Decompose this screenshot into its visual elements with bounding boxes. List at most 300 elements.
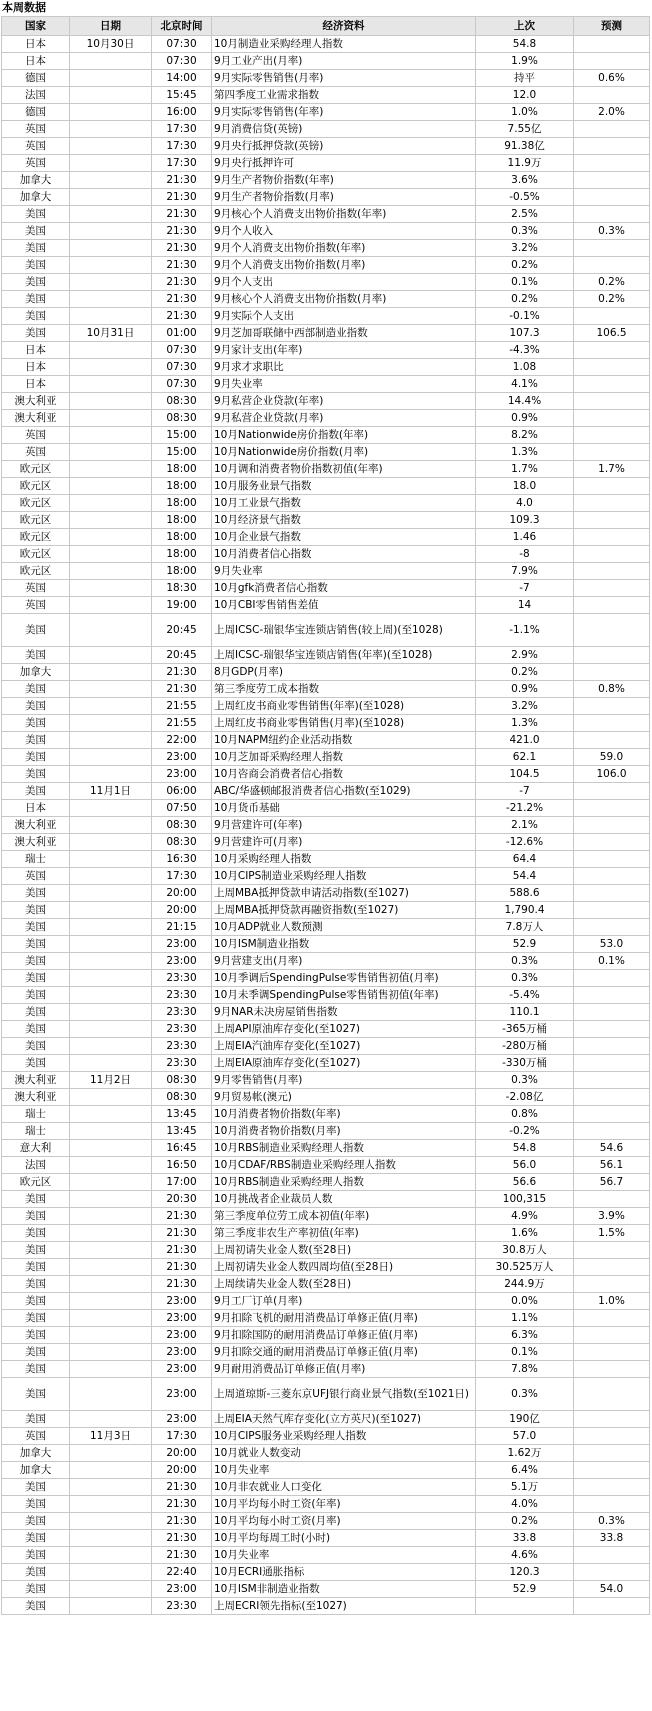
cell-previous: -4.3% [476,342,574,359]
cell-previous: 109.3 [476,512,574,529]
cell-event: 10月CIPS服务业采购经理人指数 [212,1428,476,1445]
cell-country: 英国 [2,868,70,885]
cell-time: 20:45 [152,614,212,647]
cell-previous: 54.4 [476,868,574,885]
cell-event: 10月制造业采购经理人指数 [212,36,476,53]
cell-time: 17:30 [152,868,212,885]
cell-date [70,1462,152,1479]
cell-event: 9月生产者物价指数(年率) [212,172,476,189]
cell-country: 美国 [2,1208,70,1225]
table-row [2,155,650,172]
cell-date [70,87,152,104]
cell-country: 英国 [2,138,70,155]
cell-forecast [574,546,650,563]
table-row [2,461,650,478]
cell-event: 10月平均每周工时(小时) [212,1530,476,1547]
cell-event: 10月采购经理人指数 [212,851,476,868]
header-country: 国家 [2,17,70,36]
cell-previous: 4.0 [476,495,574,512]
cell-country: 瑞士 [2,851,70,868]
cell-forecast [574,1123,650,1140]
cell-event: 10月挑战者企业裁员人数 [212,1191,476,1208]
cell-event: 上周续请失业金人数(至28日) [212,1276,476,1293]
cell-previous: 57.0 [476,1428,574,1445]
cell-date [70,240,152,257]
cell-time: 21:30 [152,664,212,681]
cell-event: 10月服务业景气指数 [212,478,476,495]
cell-previous: -2.08亿 [476,1089,574,1106]
cell-event: 10月Nationwide房价指数(年率) [212,427,476,444]
cell-previous: 0.8% [476,1106,574,1123]
cell-event: 第三季度单位劳工成本初值(年率) [212,1208,476,1225]
cell-time: 23:00 [152,936,212,953]
cell-time: 21:30 [152,1479,212,1496]
cell-event: 9月扣除交通的耐用消费品订单修正值(月率) [212,1344,476,1361]
cell-time: 17:30 [152,1428,212,1445]
cell-forecast [574,427,650,444]
table-row [2,1123,650,1140]
table-row [2,1072,650,1089]
cell-date [70,1378,152,1411]
cell-previous: 0.1% [476,274,574,291]
cell-previous: 12.0 [476,87,574,104]
cell-date [70,1513,152,1530]
cell-date [70,53,152,70]
cell-event: 10月ADP就业人数预测 [212,919,476,936]
cell-country: 美国 [2,1310,70,1327]
cell-date [70,1581,152,1598]
cell-forecast [574,1564,650,1581]
cell-forecast: 0.1% [574,953,650,970]
cell-country: 欧元区 [2,461,70,478]
cell-time: 08:30 [152,817,212,834]
cell-forecast [574,478,650,495]
cell-time: 21:30 [152,1242,212,1259]
cell-event: 9月个人收入 [212,223,476,240]
cell-previous: 120.3 [476,1564,574,1581]
cell-country: 美国 [2,614,70,647]
cell-date [70,546,152,563]
cell-country: 美国 [2,1276,70,1293]
cell-date [70,647,152,664]
cell-time: 19:00 [152,597,212,614]
cell-country: 法国 [2,1157,70,1174]
table-row [2,783,650,800]
table-row [2,427,650,444]
cell-time: 16:00 [152,104,212,121]
cell-event: 10月ISM制造业指数 [212,936,476,953]
cell-time: 18:00 [152,563,212,580]
cell-event: 10月季调后SpendingPulse零售销售初值(月率) [212,970,476,987]
cell-time: 21:30 [152,681,212,698]
cell-forecast: 1.5% [574,1225,650,1242]
cell-forecast [574,1378,650,1411]
cell-forecast: 3.9% [574,1208,650,1225]
cell-country: 美国 [2,902,70,919]
cell-event: 上周红皮书商业零售销售(月率)(至1028) [212,715,476,732]
cell-forecast: 0.8% [574,681,650,698]
cell-previous: 4.9% [476,1208,574,1225]
cell-time: 01:00 [152,325,212,342]
cell-time: 23:30 [152,1038,212,1055]
cell-time: 23:00 [152,953,212,970]
cell-time: 08:30 [152,1072,212,1089]
cell-forecast [574,1411,650,1428]
cell-previous: 1.46 [476,529,574,546]
cell-previous: 54.8 [476,36,574,53]
cell-previous: 1.08 [476,359,574,376]
cell-forecast [574,800,650,817]
cell-date [70,1225,152,1242]
cell-event: 9月NAR未决房屋销售指数 [212,1004,476,1021]
table-row [2,614,650,647]
table-row [2,376,650,393]
cell-date [70,1445,152,1462]
cell-event: 10月CBI零售销售差值 [212,597,476,614]
cell-country: 美国 [2,206,70,223]
cell-event: 10月货币基础 [212,800,476,817]
cell-date [70,1140,152,1157]
table-row [2,1547,650,1564]
cell-time: 23:30 [152,1598,212,1615]
cell-date [70,1242,152,1259]
cell-date [70,444,152,461]
cell-time: 08:30 [152,1089,212,1106]
cell-forecast [574,342,650,359]
cell-previous: 0.1% [476,1344,574,1361]
cell-country: 美国 [2,970,70,987]
header-time: 北京时间 [152,17,212,36]
cell-time: 23:30 [152,987,212,1004]
cell-previous: 7.55亿 [476,121,574,138]
table-row [2,868,650,885]
cell-previous: 104.5 [476,766,574,783]
cell-time: 21:30 [152,291,212,308]
table-row [2,1530,650,1547]
cell-date [70,1564,152,1581]
cell-event: 上周EIA天然气库存变化(立方英尺)(至1027) [212,1411,476,1428]
cell-previous: 0.3% [476,953,574,970]
cell-country: 美国 [2,1293,70,1310]
cell-event: 10月NAPM纽约企业活动指数 [212,732,476,749]
table-row [2,1479,650,1496]
cell-previous: 0.3% [476,223,574,240]
cell-date [70,681,152,698]
cell-forecast [574,783,650,800]
cell-time: 14:00 [152,70,212,87]
table-row [2,325,650,342]
cell-previous: 107.3 [476,325,574,342]
cell-time: 08:30 [152,393,212,410]
cell-date [70,1361,152,1378]
cell-time: 20:00 [152,1445,212,1462]
cell-event: 9月私营企业贷款(年率) [212,393,476,410]
table-row [2,851,650,868]
cell-country: 欧元区 [2,1174,70,1191]
table-row [2,87,650,104]
cell-previous: -7 [476,783,574,800]
cell-date [70,223,152,240]
cell-event: 10月失业率 [212,1547,476,1564]
page-title: 本周数据 [2,1,46,14]
cell-date [70,70,152,87]
cell-forecast: 1.7% [574,461,650,478]
cell-country: 欧元区 [2,512,70,529]
cell-event: 9月失业率 [212,376,476,393]
cell-time: 23:00 [152,1344,212,1361]
cell-forecast [574,1428,650,1445]
cell-previous: 11.9万 [476,155,574,172]
cell-country: 美国 [2,936,70,953]
cell-country: 澳大利亚 [2,834,70,851]
cell-time: 21:30 [152,189,212,206]
cell-country: 美国 [2,240,70,257]
cell-forecast [574,257,650,274]
cell-previous: 0.9% [476,681,574,698]
cell-event: 9月零售销售(月率) [212,1072,476,1089]
cell-country: 美国 [2,1530,70,1547]
cell-country: 欧元区 [2,563,70,580]
cell-previous: 56.6 [476,1174,574,1191]
cell-country: 美国 [2,698,70,715]
cell-previous: 244.9万 [476,1276,574,1293]
cell-date: 10月31日 [70,325,152,342]
table-row [2,257,650,274]
cell-date [70,376,152,393]
cell-previous: 6.3% [476,1327,574,1344]
cell-date [70,851,152,868]
cell-date [70,597,152,614]
cell-time: 13:45 [152,1106,212,1123]
cell-previous: 91.38亿 [476,138,574,155]
cell-forecast [574,155,650,172]
cell-time: 18:00 [152,529,212,546]
cell-date [70,1496,152,1513]
cell-forecast [574,919,650,936]
table-row [2,953,650,970]
cell-country: 美国 [2,1479,70,1496]
cell-forecast [574,53,650,70]
cell-time: 23:00 [152,1411,212,1428]
table-row [2,1428,650,1445]
cell-date [70,1004,152,1021]
cell-country: 美国 [2,715,70,732]
table-row [2,495,650,512]
cell-previous: 1.3% [476,715,574,732]
cell-forecast [574,376,650,393]
table-row [2,291,650,308]
table-row [2,766,650,783]
table-row [2,1598,650,1615]
economic-calendar-table [1,16,650,1615]
cell-forecast [574,1361,650,1378]
cell-country: 美国 [2,919,70,936]
cell-date [70,1276,152,1293]
cell-previous: -0.2% [476,1123,574,1140]
cell-time: 23:30 [152,1055,212,1072]
cell-country: 英国 [2,155,70,172]
cell-time: 23:30 [152,1004,212,1021]
cell-event: 10月Nationwide房价指数(月率) [212,444,476,461]
cell-event: 上周道琼斯-三菱东京UFJ银行商业景气指数(至1021日) [212,1378,476,1411]
cell-country: 美国 [2,1055,70,1072]
cell-date [70,987,152,1004]
cell-forecast [574,206,650,223]
cell-previous: 3.2% [476,240,574,257]
header-previous: 上次 [476,17,574,36]
cell-forecast [574,1259,650,1276]
table-row [2,240,650,257]
cell-previous: 2.1% [476,817,574,834]
cell-country: 美国 [2,291,70,308]
cell-time: 07:50 [152,800,212,817]
cell-forecast: 0.2% [574,274,650,291]
cell-forecast: 56.1 [574,1157,650,1174]
cell-previous: 33.8 [476,1530,574,1547]
cell-previous: 52.9 [476,936,574,953]
cell-previous: 持平 [476,70,574,87]
cell-country: 日本 [2,359,70,376]
cell-date [70,732,152,749]
cell-previous: 4.0% [476,1496,574,1513]
table-row [2,359,650,376]
cell-country: 意大利 [2,1140,70,1157]
cell-date: 10月30日 [70,36,152,53]
cell-date [70,410,152,427]
table-row [2,1496,650,1513]
cell-time: 21:30 [152,206,212,223]
cell-forecast [574,359,650,376]
cell-time: 23:00 [152,1293,212,1310]
cell-time: 20:00 [152,1462,212,1479]
cell-date [70,1106,152,1123]
table-row [2,512,650,529]
cell-time: 21:55 [152,698,212,715]
cell-date [70,274,152,291]
cell-previous: 7.8万人 [476,919,574,936]
table-row [2,1259,650,1276]
cell-country: 法国 [2,87,70,104]
cell-previous: -365万桶 [476,1021,574,1038]
cell-previous: -1.1% [476,614,574,647]
cell-date [70,817,152,834]
cell-forecast [574,1496,650,1513]
cell-event: 9月扣除国防的耐用消费品订单修正值(月率) [212,1327,476,1344]
cell-forecast: 0.3% [574,1513,650,1530]
cell-time: 23:30 [152,1021,212,1038]
cell-forecast [574,1327,650,1344]
cell-forecast: 0.3% [574,223,650,240]
cell-country: 美国 [2,732,70,749]
cell-date [70,1021,152,1038]
cell-previous: -280万桶 [476,1038,574,1055]
cell-date: 11月3日 [70,1428,152,1445]
cell-country: 德国 [2,104,70,121]
cell-event: 8月GDP(月率) [212,664,476,681]
cell-event: 9月贸易帐(澳元) [212,1089,476,1106]
cell-forecast: 1.0% [574,1293,650,1310]
cell-previous: 54.8 [476,1140,574,1157]
table-row [2,919,650,936]
cell-time: 21:30 [152,1208,212,1225]
cell-country: 英国 [2,580,70,597]
cell-country: 美国 [2,1547,70,1564]
cell-forecast: 54.6 [574,1140,650,1157]
cell-time: 16:50 [152,1157,212,1174]
cell-time: 18:30 [152,580,212,597]
table-row [2,817,650,834]
cell-previous: 1.3% [476,444,574,461]
cell-time: 23:30 [152,970,212,987]
cell-previous: -0.1% [476,308,574,325]
cell-event: 上周EIA汽油库存变化(至1027) [212,1038,476,1055]
cell-country: 美国 [2,783,70,800]
cell-time: 23:00 [152,1327,212,1344]
cell-previous: 30.525万人 [476,1259,574,1276]
cell-previous: 1.0% [476,104,574,121]
cell-previous: 6.4% [476,1462,574,1479]
cell-previous: 64.4 [476,851,574,868]
table-row [2,1225,650,1242]
cell-time: 21:30 [152,274,212,291]
cell-event: 10月CIPS制造业采购经理人指数 [212,868,476,885]
cell-country: 美国 [2,223,70,240]
cell-time: 21:30 [152,308,212,325]
cell-forecast [574,885,650,902]
cell-event: 10月工业景气指数 [212,495,476,512]
cell-country: 英国 [2,597,70,614]
cell-forecast [574,1038,650,1055]
cell-forecast [574,1021,650,1038]
cell-time: 21:30 [152,1259,212,1276]
cell-country: 瑞士 [2,1123,70,1140]
cell-forecast [574,1089,650,1106]
cell-date [70,1479,152,1496]
cell-previous: -0.5% [476,189,574,206]
cell-time: 21:30 [152,1513,212,1530]
cell-forecast: 0.2% [574,291,650,308]
table-row [2,53,650,70]
cell-date [70,104,152,121]
cell-event: 第三季度劳工成本指数 [212,681,476,698]
cell-forecast [574,529,650,546]
cell-date [70,1089,152,1106]
cell-previous: 0.2% [476,257,574,274]
cell-date [70,970,152,987]
table-row [2,1276,650,1293]
cell-date [70,138,152,155]
cell-forecast [574,1276,650,1293]
cell-previous: 14.4% [476,393,574,410]
cell-date [70,257,152,274]
cell-event: 上周初请失业金人数(至28日) [212,1242,476,1259]
cell-forecast [574,87,650,104]
cell-time: 21:30 [152,1225,212,1242]
cell-event: 9月家计支出(年率) [212,342,476,359]
table-row [2,563,650,580]
cell-time: 07:30 [152,342,212,359]
table-row [2,172,650,189]
cell-previous [476,1598,574,1615]
cell-date [70,698,152,715]
cell-forecast [574,647,650,664]
cell-country: 美国 [2,987,70,1004]
cell-event: 上周MBA抵押贷款申请活动指数(至1027) [212,885,476,902]
table-row [2,597,650,614]
cell-forecast [574,444,650,461]
table-row [2,308,650,325]
cell-country: 美国 [2,1344,70,1361]
